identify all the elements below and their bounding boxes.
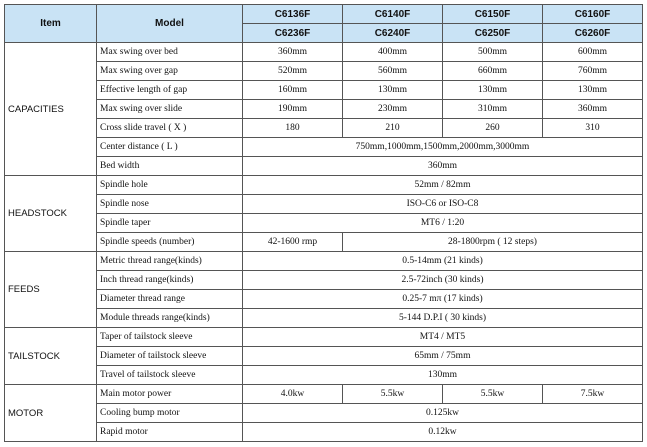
cell-value: MT4 / MT5 [243, 328, 643, 347]
cell-value: 360mm [543, 100, 643, 119]
param-label: Spindle nose [97, 195, 243, 214]
cell-value: 180 [243, 119, 343, 138]
cell-value: 42-1600 rmp [243, 233, 343, 252]
table-row [5, 195, 643, 214]
table-row [5, 138, 643, 157]
table-row [5, 214, 643, 233]
cell-value: 5.5kw [443, 385, 543, 404]
header-model: Model [97, 5, 243, 43]
table-row [5, 119, 643, 138]
param-label: Max swing over bed [97, 43, 243, 62]
header-model-c6150f: C6150F [443, 5, 543, 24]
table-row [5, 385, 643, 404]
cell-value: 230mm [343, 100, 443, 119]
header-model-c6236f: C6236F [243, 24, 343, 43]
cell-value: 400mm [343, 43, 443, 62]
cell-value: 2.5-72inch (30 kinds) [243, 271, 643, 290]
param-label: Metric thread range(kinds) [97, 252, 243, 271]
param-label: Bed width [97, 157, 243, 176]
header-model-c6160f: C6160F [543, 5, 643, 24]
table-row [5, 252, 643, 271]
cell-value: 0.5-14mm (21 kinds) [243, 252, 643, 271]
cell-value: 130mm [243, 366, 643, 385]
spec-table [4, 4, 643, 442]
cell-value: 600mm [543, 43, 643, 62]
cell-value: 130mm [543, 81, 643, 100]
param-label: Inch thread range(kinds) [97, 271, 243, 290]
param-label: Max swing over gap [97, 62, 243, 81]
table-row [5, 271, 643, 290]
group-feeds: FEEDS [5, 252, 97, 328]
cell-value: MT6 / 1:20 [243, 214, 643, 233]
group-headstock: HEADSTOCK [5, 176, 97, 252]
cell-value: 520mm [243, 62, 343, 81]
param-label: Spindle hole [97, 176, 243, 195]
table-row [5, 347, 643, 366]
cell-value: 360mm [243, 157, 643, 176]
cell-value: 260 [443, 119, 543, 138]
param-label: Diameter thread range [97, 290, 243, 309]
cell-value: 7.5kw [543, 385, 643, 404]
header-model-c6260f: C6260F [543, 24, 643, 43]
table-row [5, 100, 643, 119]
param-label: Taper of tailstock sleeve [97, 328, 243, 347]
table-row [5, 62, 643, 81]
cell-value: 760mm [543, 62, 643, 81]
header-item: Item [5, 5, 97, 43]
cell-value: 5-144 D.P.I ( 30 kinds) [243, 309, 643, 328]
param-label: Spindle speeds (number) [97, 233, 243, 252]
table-row [5, 290, 643, 309]
cell-value: 52mm / 82mm [243, 176, 643, 195]
table-row [5, 176, 643, 195]
param-label: Cooling bump motor [97, 404, 243, 423]
group-motor: MOTOR [5, 385, 97, 442]
cell-value: 750mm,1000mm,1500mm,2000mm,3000mm [243, 138, 643, 157]
param-label: Travel of tailstock sleeve [97, 366, 243, 385]
param-label: Main motor power [97, 385, 243, 404]
table-row [5, 157, 643, 176]
cell-value: 130mm [443, 81, 543, 100]
header-model-c6140f: C6140F [343, 5, 443, 24]
param-label: Center distance ( L ) [97, 138, 243, 157]
table-row [5, 423, 643, 442]
param-label: Diameter of tailstock sleeve [97, 347, 243, 366]
param-label: Rapid motor [97, 423, 243, 442]
header-model-c6250f: C6250F [443, 24, 543, 43]
header-model-c6240f: C6240F [343, 24, 443, 43]
cell-value: 0.125kw [243, 404, 643, 423]
table-row [5, 43, 643, 62]
param-label: Effective length of gap [97, 81, 243, 100]
cell-value: 190mm [243, 100, 343, 119]
cell-value: 310 [543, 119, 643, 138]
cell-value: 500mm [443, 43, 543, 62]
cell-value: 210 [343, 119, 443, 138]
cell-value: 65mm / 75mm [243, 347, 643, 366]
cell-value: 160mm [243, 81, 343, 100]
cell-value: 0.12kw [243, 423, 643, 442]
group-capacities: CAPACITIES [5, 43, 97, 176]
table-row [5, 309, 643, 328]
cell-value: 560mm [343, 62, 443, 81]
cell-value: ISO-C6 or ISO-C8 [243, 195, 643, 214]
table-row [5, 233, 643, 252]
cell-value: 5.5kw [343, 385, 443, 404]
cell-value: 4.0kw [243, 385, 343, 404]
cell-value: 310mm [443, 100, 543, 119]
table-row [5, 366, 643, 385]
cell-value: 0.25-7 mπ (17 kinds) [243, 290, 643, 309]
param-label: Max swing over slide [97, 100, 243, 119]
param-label: Spindle taper [97, 214, 243, 233]
table-row [5, 328, 643, 347]
cell-value: 360mm [243, 43, 343, 62]
param-label: Cross slide travel ( X ) [97, 119, 243, 138]
header-model-c6136f: C6136F [243, 5, 343, 24]
group-tailstock: TAILSTOCK [5, 328, 97, 385]
cell-value: 28-1800rpm ( 12 steps) [343, 233, 643, 252]
table-row [5, 81, 643, 100]
cell-value: 660mm [443, 62, 543, 81]
table-row [5, 404, 643, 423]
param-label: Module threads range(kinds) [97, 309, 243, 328]
cell-value: 130mm [343, 81, 443, 100]
